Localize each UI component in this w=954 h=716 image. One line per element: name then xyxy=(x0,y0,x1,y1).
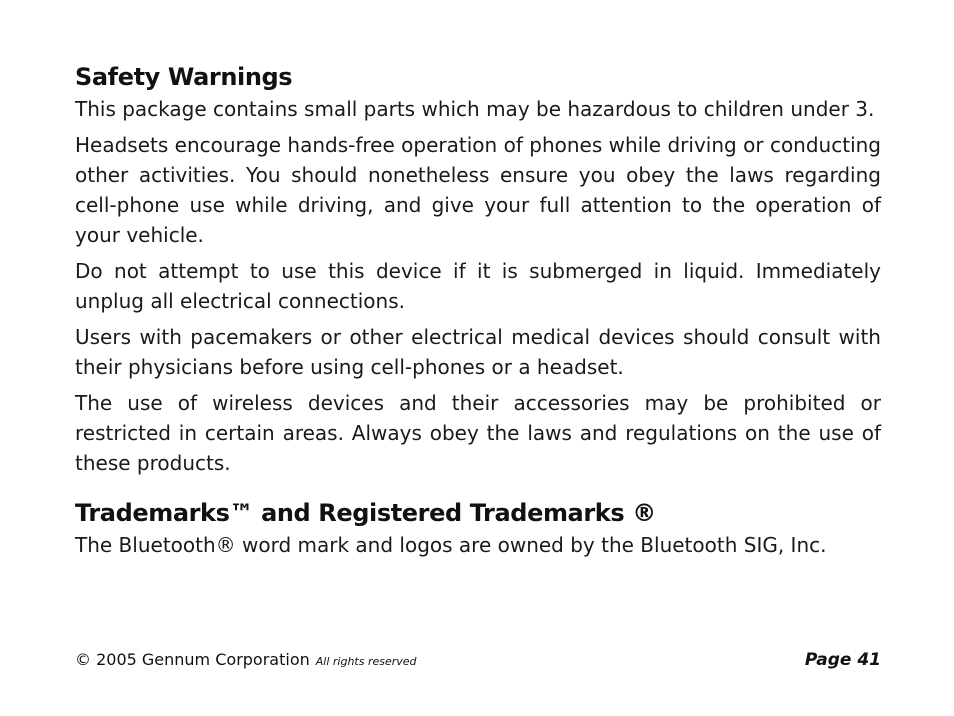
footer-copyright-block xyxy=(75,650,417,669)
page-number: Page 41 xyxy=(804,650,881,670)
safety-paragraph: This package contains small parts which may be hazardous to children under 3. xyxy=(75,97,875,121)
safety-paragraph: Headsets encourage hands-free operation of phones while driving or conducting other activities. You should nonetheless ensure you obey the laws regarding cell-phone use while driving, and give your full attention to the operation of your vehicle. xyxy=(75,133,881,247)
document-page xyxy=(75,60,881,566)
safety-warnings-section xyxy=(75,60,881,478)
safety-paragraph: Users with pacemakers or other electrical medical devices should consult with their physicians before using cell-phones or a headset. xyxy=(75,325,881,379)
page-footer xyxy=(75,650,881,678)
trademarks-section xyxy=(75,496,881,560)
safety-paragraph: The use of wireless devices and their accessories may be prohibited or restricted in certain areas. Always obey the laws and regulations on the use of these products. xyxy=(75,391,881,475)
trademarks-title: Trademarks™ and Registered Trademarks ® xyxy=(75,499,656,527)
footer-rights: All rights reserved xyxy=(315,655,417,668)
footer-copyright: © 2005 Gennum Corporation xyxy=(75,650,310,669)
safety-warnings-title: Safety Warnings xyxy=(75,63,293,91)
trademarks-paragraph: The Bluetooth® word mark and logos are owned by the Bluetooth SIG, Inc. xyxy=(75,533,827,557)
safety-paragraph: Do not attempt to use this device if it is submerged in liquid. Immediately unplug all electrical connections. xyxy=(75,259,881,313)
